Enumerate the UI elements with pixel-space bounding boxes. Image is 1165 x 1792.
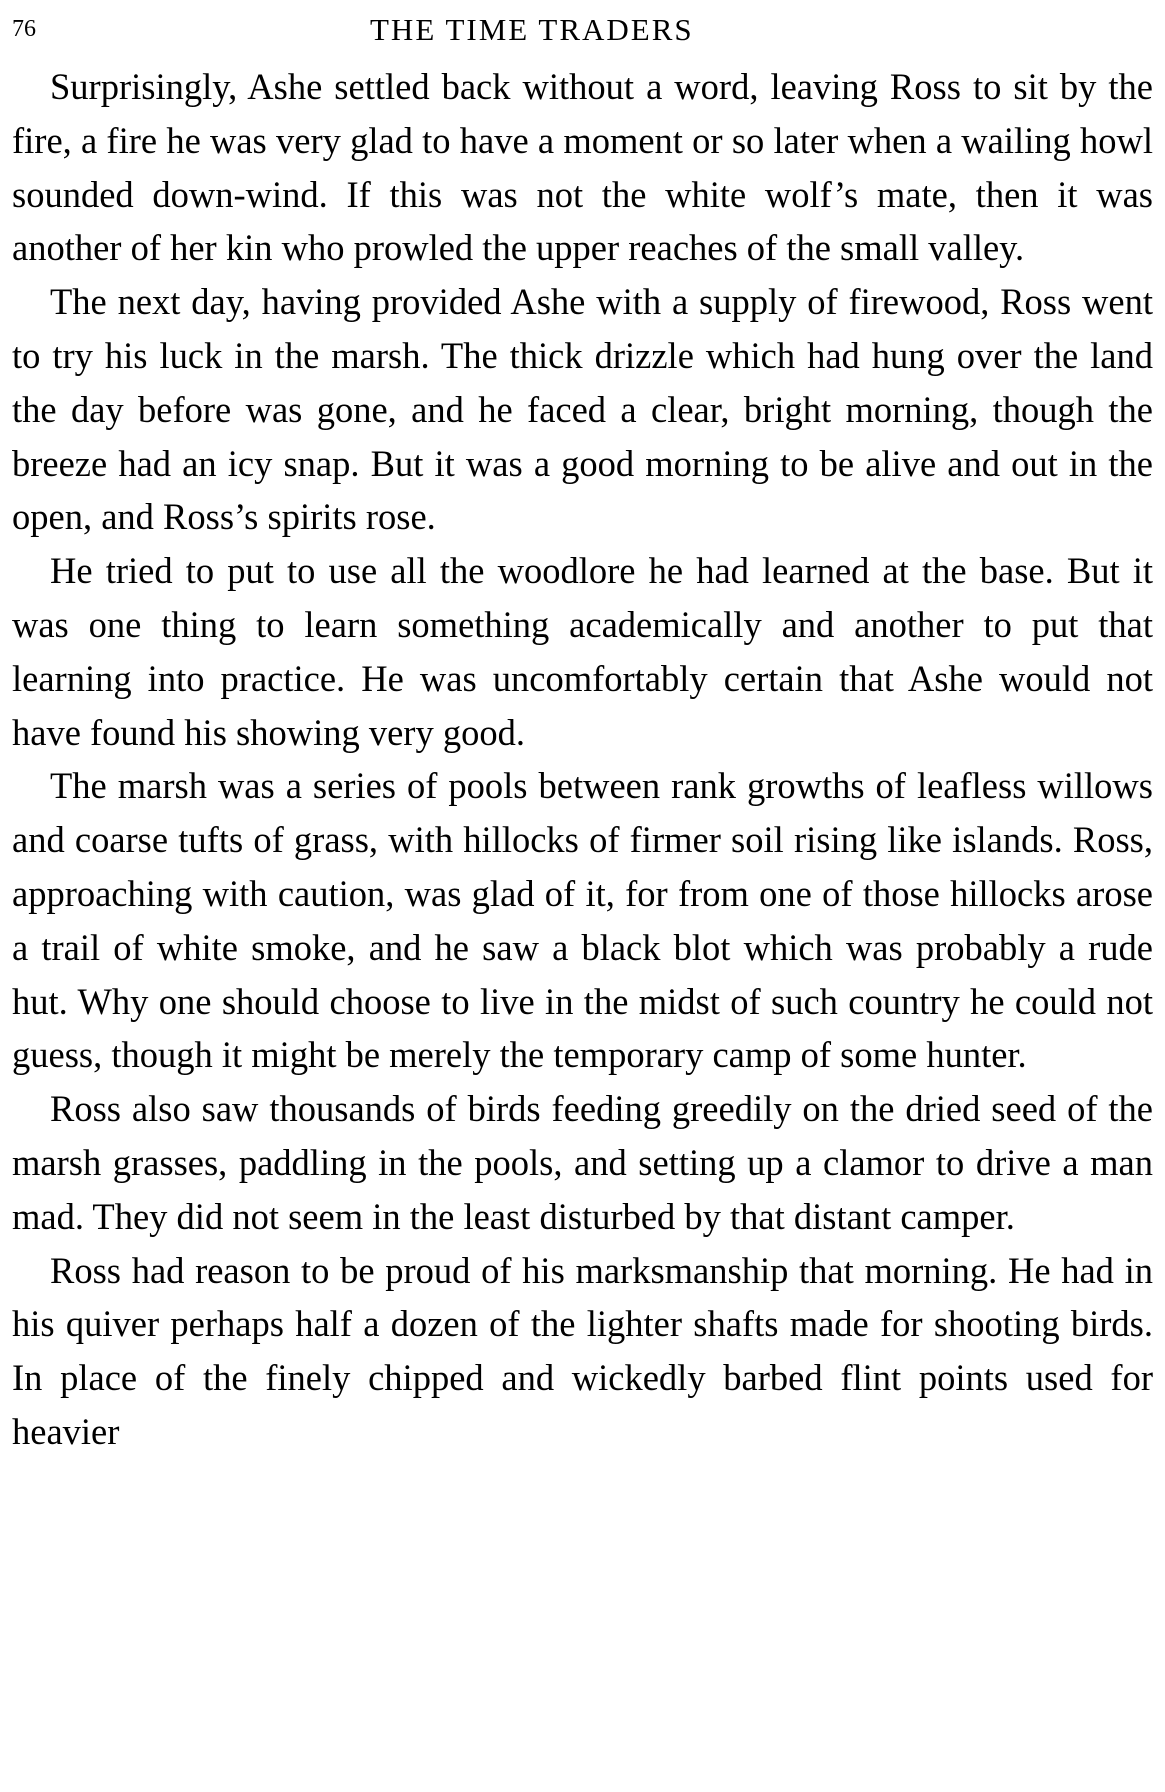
paragraph: He tried to put to use all the woodlore he had learned at the base. But it was one thing to learn something academically and another to put that learning into practice. He was uncomfortably certain that Ashe would not have found his showing very good. [12,550,1153,753]
page-header [12,10,1153,60]
paragraph: The next day, having provided Ashe with a supply of firewood, Ross went to try his luck in the marsh. The thick drizzle which had hung over the land the day before was gone, and he faced a clear, bright morning, though the breeze had an icy snap. But it was a good morning to be alive and out in the open, and Ross’s spirits rose. [12,281,1153,538]
body-text [12,60,1153,1459]
paragraph: Ross also saw thousands of birds feeding greedily on the dried seed of the marsh grasses, paddling in the pools, and setting up a clamor to drive a man mad. They did not seem in the least disturbed by that distant camper. [12,1088,1153,1237]
paragraph: The marsh was a series of pools between rank growths of leafless willows and coarse tufts of grass, with hillocks of firmer soil rising like islands. Ross, approaching with caution, was glad of it, for from one of those hillocks arose a trail of white smoke, and he saw a black blot which was probably a rude hut. Why one should choose to live in the midst of such country he could not guess, though it might be merely the temporary camp of some hunter. [12,765,1153,1076]
paragraph: Ross had reason to be proud of his marksmanship that morning. He had in his quiver perhaps half a dozen of the lighter shafts made for shooting birds. In place of the finely chipped and wickedly barbed flint points used for heavier [12,1249,1153,1452]
paragraph: Surprisingly, Ashe settled back without a word, leaving Ross to sit by the fire, a fire he was very glad to have a moment or so later when a wailing howl sounded down-wind. If this was not the white wolf’s mate, then it was another of her kin who prowled the upper reaches of the small valley. [12,66,1153,269]
page-number: 76 [12,16,36,42]
running-title: THE TIME TRADERS [370,12,694,47]
